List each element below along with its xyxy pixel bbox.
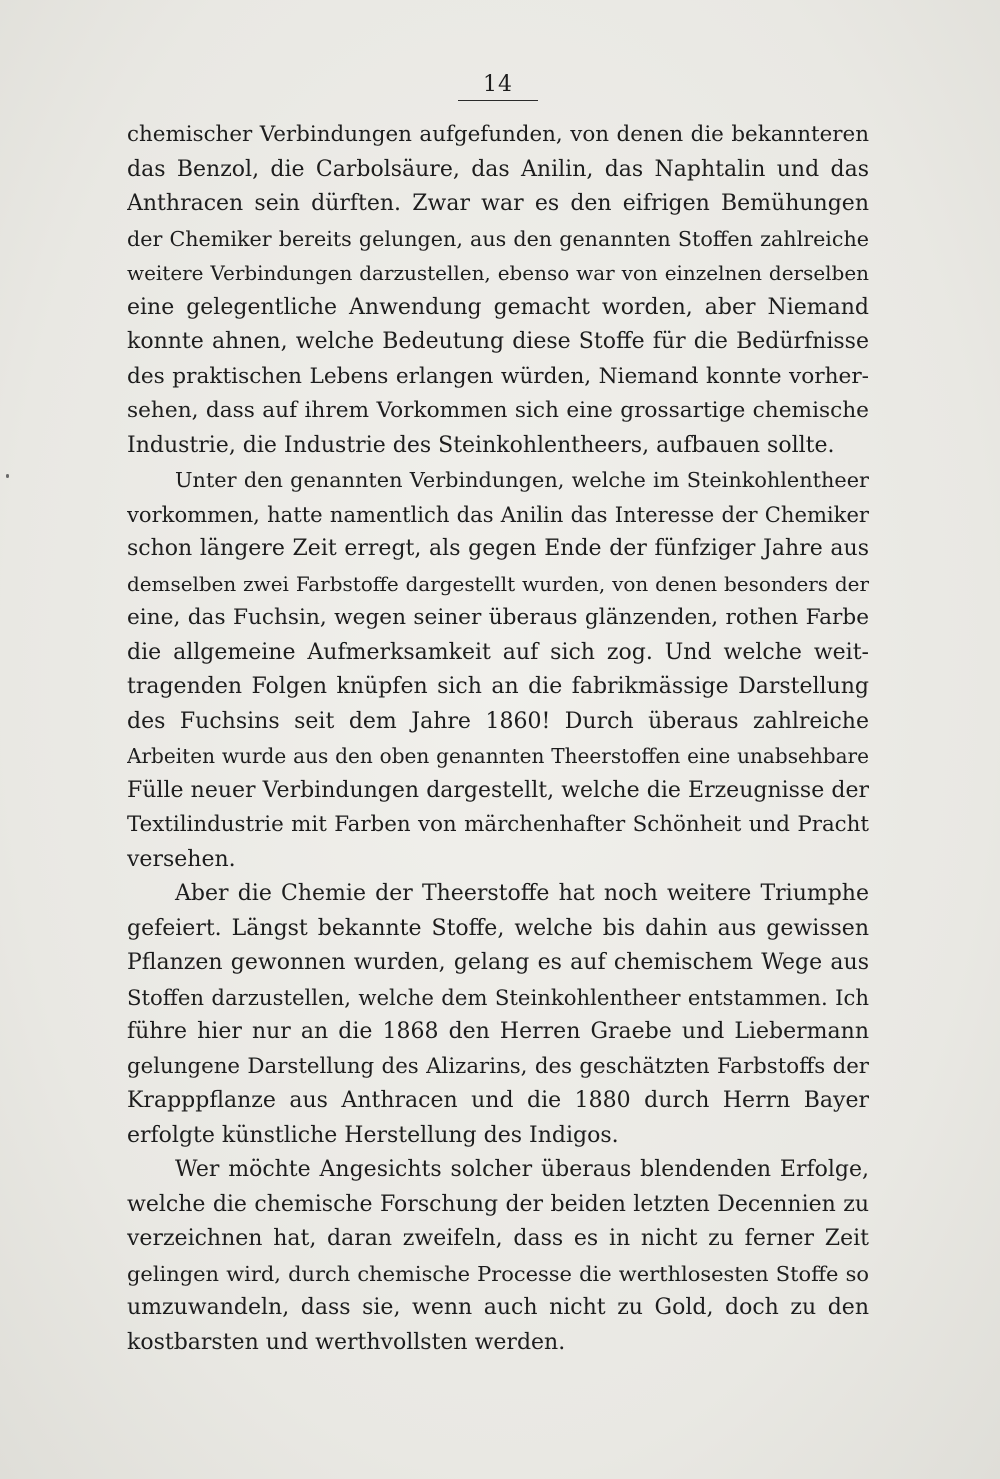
text-line: umzuwandeln, dass sie, wenn auch nicht zu Gold, doch zu den bbox=[127, 1295, 869, 1320]
text-line: schon längere Zeit erregt, als gegen Ende der fünfziger Jahre aus bbox=[127, 536, 869, 561]
text-line: Krapppflanze aus Anthracen und die 1880 durch Herrn Bayer bbox=[127, 1088, 869, 1113]
page-number: 14 bbox=[483, 72, 513, 97]
text-line: demselben zwei Farbstoffe dargestellt wurden, von denen besonders der bbox=[127, 571, 869, 596]
text-line: gelungene Darstellung des Alizarins, des geschätzten Farbstoffs der bbox=[127, 1053, 869, 1079]
text-line: Stoffen darzustellen, welche dem Steinkohlentheer entstammen. Ich bbox=[127, 984, 869, 1010]
text-line: gelingen wird, durch chemische Processe die werthlosesten Stoffe so bbox=[127, 1261, 869, 1286]
text-line: weitere Verbindungen darzustellen, ebenso war von einzelnen derselben bbox=[127, 261, 869, 285]
text-line: führe hier nur an die 1868 den Herren Graebe und Liebermann bbox=[127, 1019, 869, 1044]
text-line: Pflanzen gewonnen wurden, gelang es auf chemischem Wege aus bbox=[127, 950, 869, 975]
text-line: gefeiert. Längst bekannte Stoffe, welche bis dahin aus gewissen bbox=[127, 915, 869, 941]
text-line: Wer möchte Angesichts solcher überaus blendenden Erfolge, bbox=[175, 1157, 869, 1182]
text-line: welche die chemische Forschung der beiden letzten Decennien zu bbox=[127, 1191, 869, 1217]
text-line: eine gelegentliche Anwendung gemacht worden, aber Niemand bbox=[127, 294, 869, 320]
text-line: des praktischen Lebens erlangen würden, Niemand konnte vorher- bbox=[127, 363, 869, 389]
text-line: Arbeiten wurde aus den oben genannten Theerstoffen eine unabsehbare bbox=[127, 744, 869, 768]
text-line: Textilindustrie mit Farben von märchenhafter Schönheit und Pracht bbox=[127, 812, 869, 837]
paragraph-4 bbox=[127, 1153, 869, 1360]
text-line: Industrie, die Industrie des Steinkohlentheers, aufbauen sollte. bbox=[127, 432, 835, 458]
paragraph-3 bbox=[127, 877, 869, 1153]
text-line: versehen. bbox=[127, 846, 236, 872]
paragraph-1 bbox=[127, 118, 869, 463]
body-text bbox=[127, 118, 869, 1360]
text-line: Aber die Chemie der Theerstoffe hat noch weitere Triumphe bbox=[175, 881, 869, 906]
text-line: konnte ahnen, welche Bedeutung diese Stoffe für die Bedürfnisse bbox=[127, 329, 869, 354]
text-line: Fülle neuer Verbindungen dargestellt, welche die Erzeugnisse der bbox=[127, 777, 869, 803]
text-line: Unter den genannten Verbindungen, welche im Steinkohlentheer bbox=[175, 468, 869, 492]
text-line: chemischer Verbindungen aufgefunden, von denen die bekannteren bbox=[127, 122, 869, 147]
text-line: die allgemeine Aufmerksamkeit auf sich zog. Und welche weit- bbox=[127, 639, 869, 665]
text-line: der Chemiker bereits gelungen, aus den genannten Stoffen zahlreiche bbox=[127, 226, 869, 251]
text-line: des Fuchsins seit dem Jahre 1860! Durch überaus zahlreiche bbox=[127, 708, 869, 734]
text-line: Anthracen sein dürften. Zwar war es den eifrigen Bemühungen bbox=[127, 191, 869, 216]
text-line: vorkommen, hatte namentlich das Anilin das Interesse der Chemiker bbox=[127, 501, 869, 527]
text-line: verzeichnen hat, daran zweifeln, dass es in nicht zu ferner Zeit bbox=[127, 1226, 869, 1251]
text-line: das Benzol, die Carbolsäure, das Anilin, das Naphtalin und das bbox=[127, 156, 869, 182]
text-line: sehen, dass auf ihrem Vorkommen sich eine grossartige chemische bbox=[127, 398, 869, 423]
text-line: kostbarsten und werthvollsten werden. bbox=[127, 1329, 566, 1355]
page-number-rule bbox=[458, 100, 538, 101]
text-line: erfolgte künstliche Herstellung des Indigos. bbox=[127, 1122, 619, 1148]
margin-speck bbox=[6, 474, 9, 478]
text-line: eine, das Fuchsin, wegen seiner überaus glänzenden, rothen Farbe bbox=[127, 605, 869, 630]
paragraph-2 bbox=[127, 463, 869, 877]
text-line: tragenden Folgen knüpfen sich an die fabrikmässige Darstellung bbox=[127, 674, 869, 699]
